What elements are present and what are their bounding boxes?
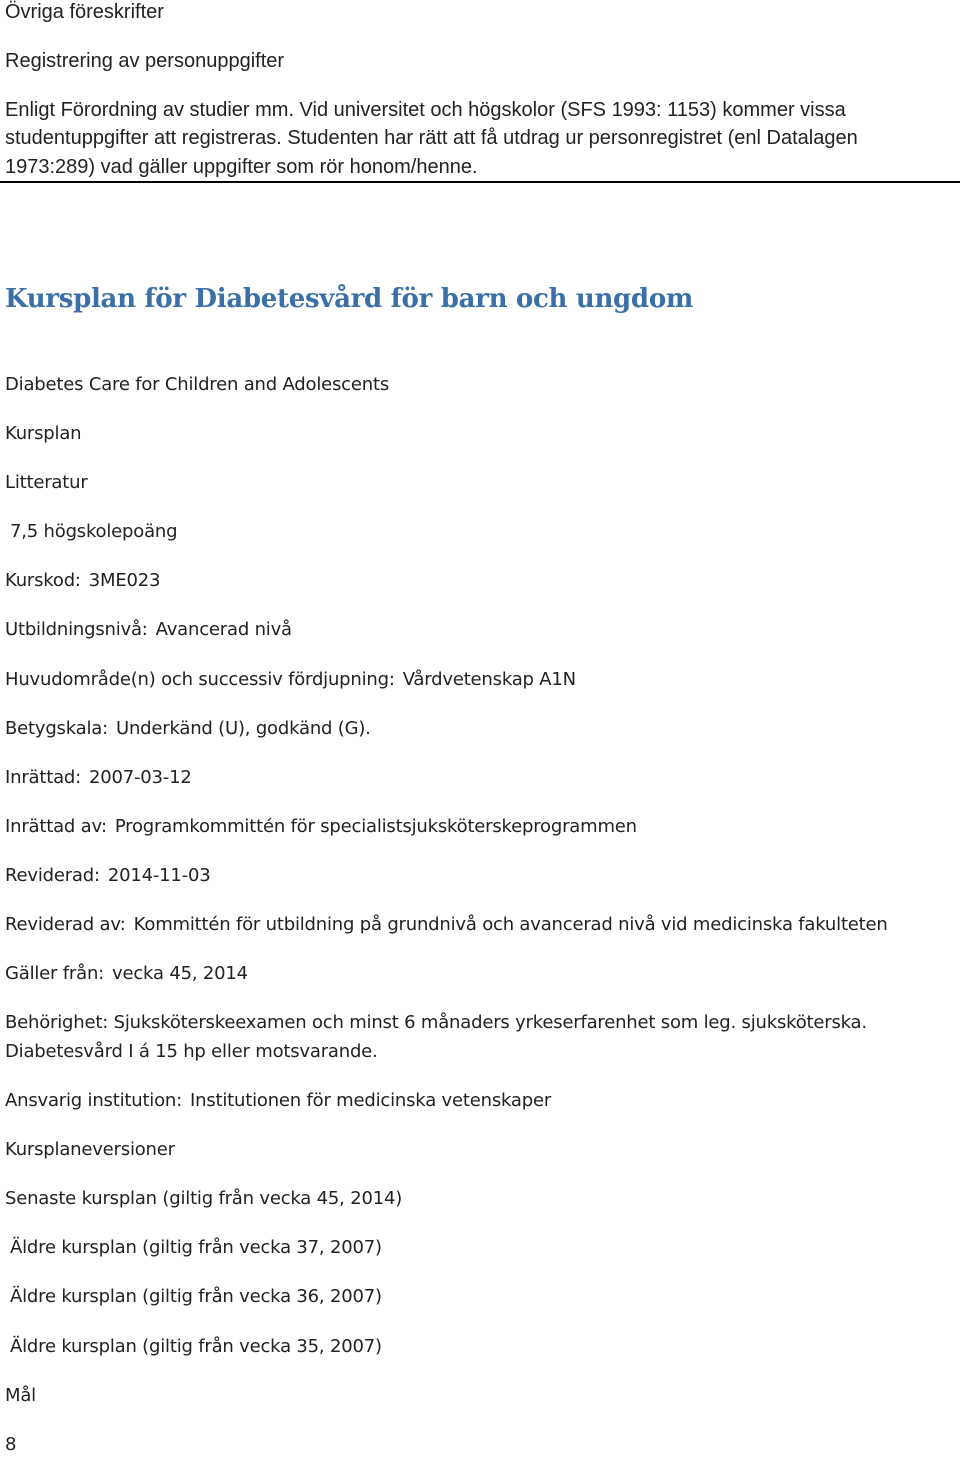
eligibility-line-1: Behörighet: Sjuksköterskeexamen och minst 6 månaders yrkeserfarenhet som leg. sjuksköterska.: [5, 1012, 867, 1033]
grading-row: [5, 720, 371, 738]
valid-from-value: vecka 45, 2014: [112, 963, 248, 984]
grading-value: Underkänd (U), godkänd (G).: [115, 718, 371, 739]
established-by-row: [5, 818, 637, 836]
institution-label: Ansvarig institution:: [5, 1090, 182, 1111]
revised-by-value: Kommittén för utbildning på grundnivå och avancerad nivå vid medicinska fakulteten: [133, 914, 888, 935]
grading-label: Betygskala:: [5, 718, 108, 739]
page-number: 8: [5, 1434, 17, 1455]
established-row: [5, 769, 192, 787]
goals-heading: Mål: [5, 1385, 36, 1406]
course-credits: 7,5 högskolepoäng: [10, 521, 178, 542]
subsection-title: Registrering av personuppgifter: [5, 50, 285, 72]
revised-by-row: [5, 916, 888, 934]
education-level-label: Utbildningsnivå:: [5, 619, 148, 640]
tab-literature[interactable]: Litteratur: [5, 472, 88, 493]
main-field-label: Huvudområde(n) och successiv fördjupning:: [5, 669, 395, 690]
course-code-row: [5, 572, 160, 590]
education-level-value: Avancerad nivå: [155, 619, 292, 640]
version-link-older-3[interactable]: Äldre kursplan (giltig från vecka 35, 2007): [10, 1336, 382, 1357]
main-field-row: [5, 671, 576, 689]
course-title: Kursplan för Diabetesvård för barn och ungdom: [5, 284, 694, 314]
version-link-latest[interactable]: Senaste kursplan (giltig från vecka 45, 2014): [5, 1188, 403, 1209]
tab-syllabus[interactable]: Kursplan: [5, 423, 82, 444]
paragraph-line-3: 1973:289) vad gäller uppgifter som rör honom/henne.: [5, 156, 478, 178]
valid-from-label: Gäller från:: [5, 963, 105, 984]
main-field-value: Vårdvetenskap A1N: [402, 669, 576, 690]
version-link-older-1[interactable]: Äldre kursplan (giltig från vecka 37, 2007): [10, 1237, 382, 1258]
institution-value: Institutionen för medicinska vetenskaper: [190, 1090, 552, 1111]
eligibility-line-2: Diabetesvård I á 15 hp eller motsvarande.: [5, 1041, 378, 1062]
revised-row: [5, 867, 210, 885]
revised-value: 2014-11-03: [107, 865, 211, 886]
valid-from-row: [5, 965, 248, 983]
institution-row: [5, 1092, 551, 1110]
established-by-label: Inrättad av:: [5, 816, 107, 837]
revised-by-label: Reviderad av:: [5, 914, 126, 935]
revised-label: Reviderad:: [5, 865, 100, 886]
version-link-older-2[interactable]: Äldre kursplan (giltig från vecka 36, 2007): [10, 1286, 382, 1307]
versions-heading: Kursplaneversioner: [5, 1139, 175, 1160]
course-english-name: Diabetes Care for Children and Adolescents: [5, 374, 389, 395]
paragraph-line-2: studentuppgifter att registreras. Studenten har rätt att få utdrag ur personregistret (enl Datalagen: [5, 127, 858, 149]
established-value: 2007-03-12: [88, 767, 192, 788]
course-code-value: 3ME023: [88, 570, 161, 591]
horizontal-divider: [0, 181, 960, 183]
education-level-row: [5, 621, 292, 639]
established-label: Inrättad:: [5, 767, 81, 788]
paragraph-line-1: Enligt Förordning av studier mm. Vid universitet och högskolor (SFS 1993: 1153) kommer vissa: [5, 99, 846, 121]
course-code-label: Kurskod:: [5, 570, 81, 591]
established-by-value: Programkommittén för specialistsjuksköterskeprogrammen: [114, 816, 637, 837]
section-title: Övriga föreskrifter: [5, 1, 164, 23]
